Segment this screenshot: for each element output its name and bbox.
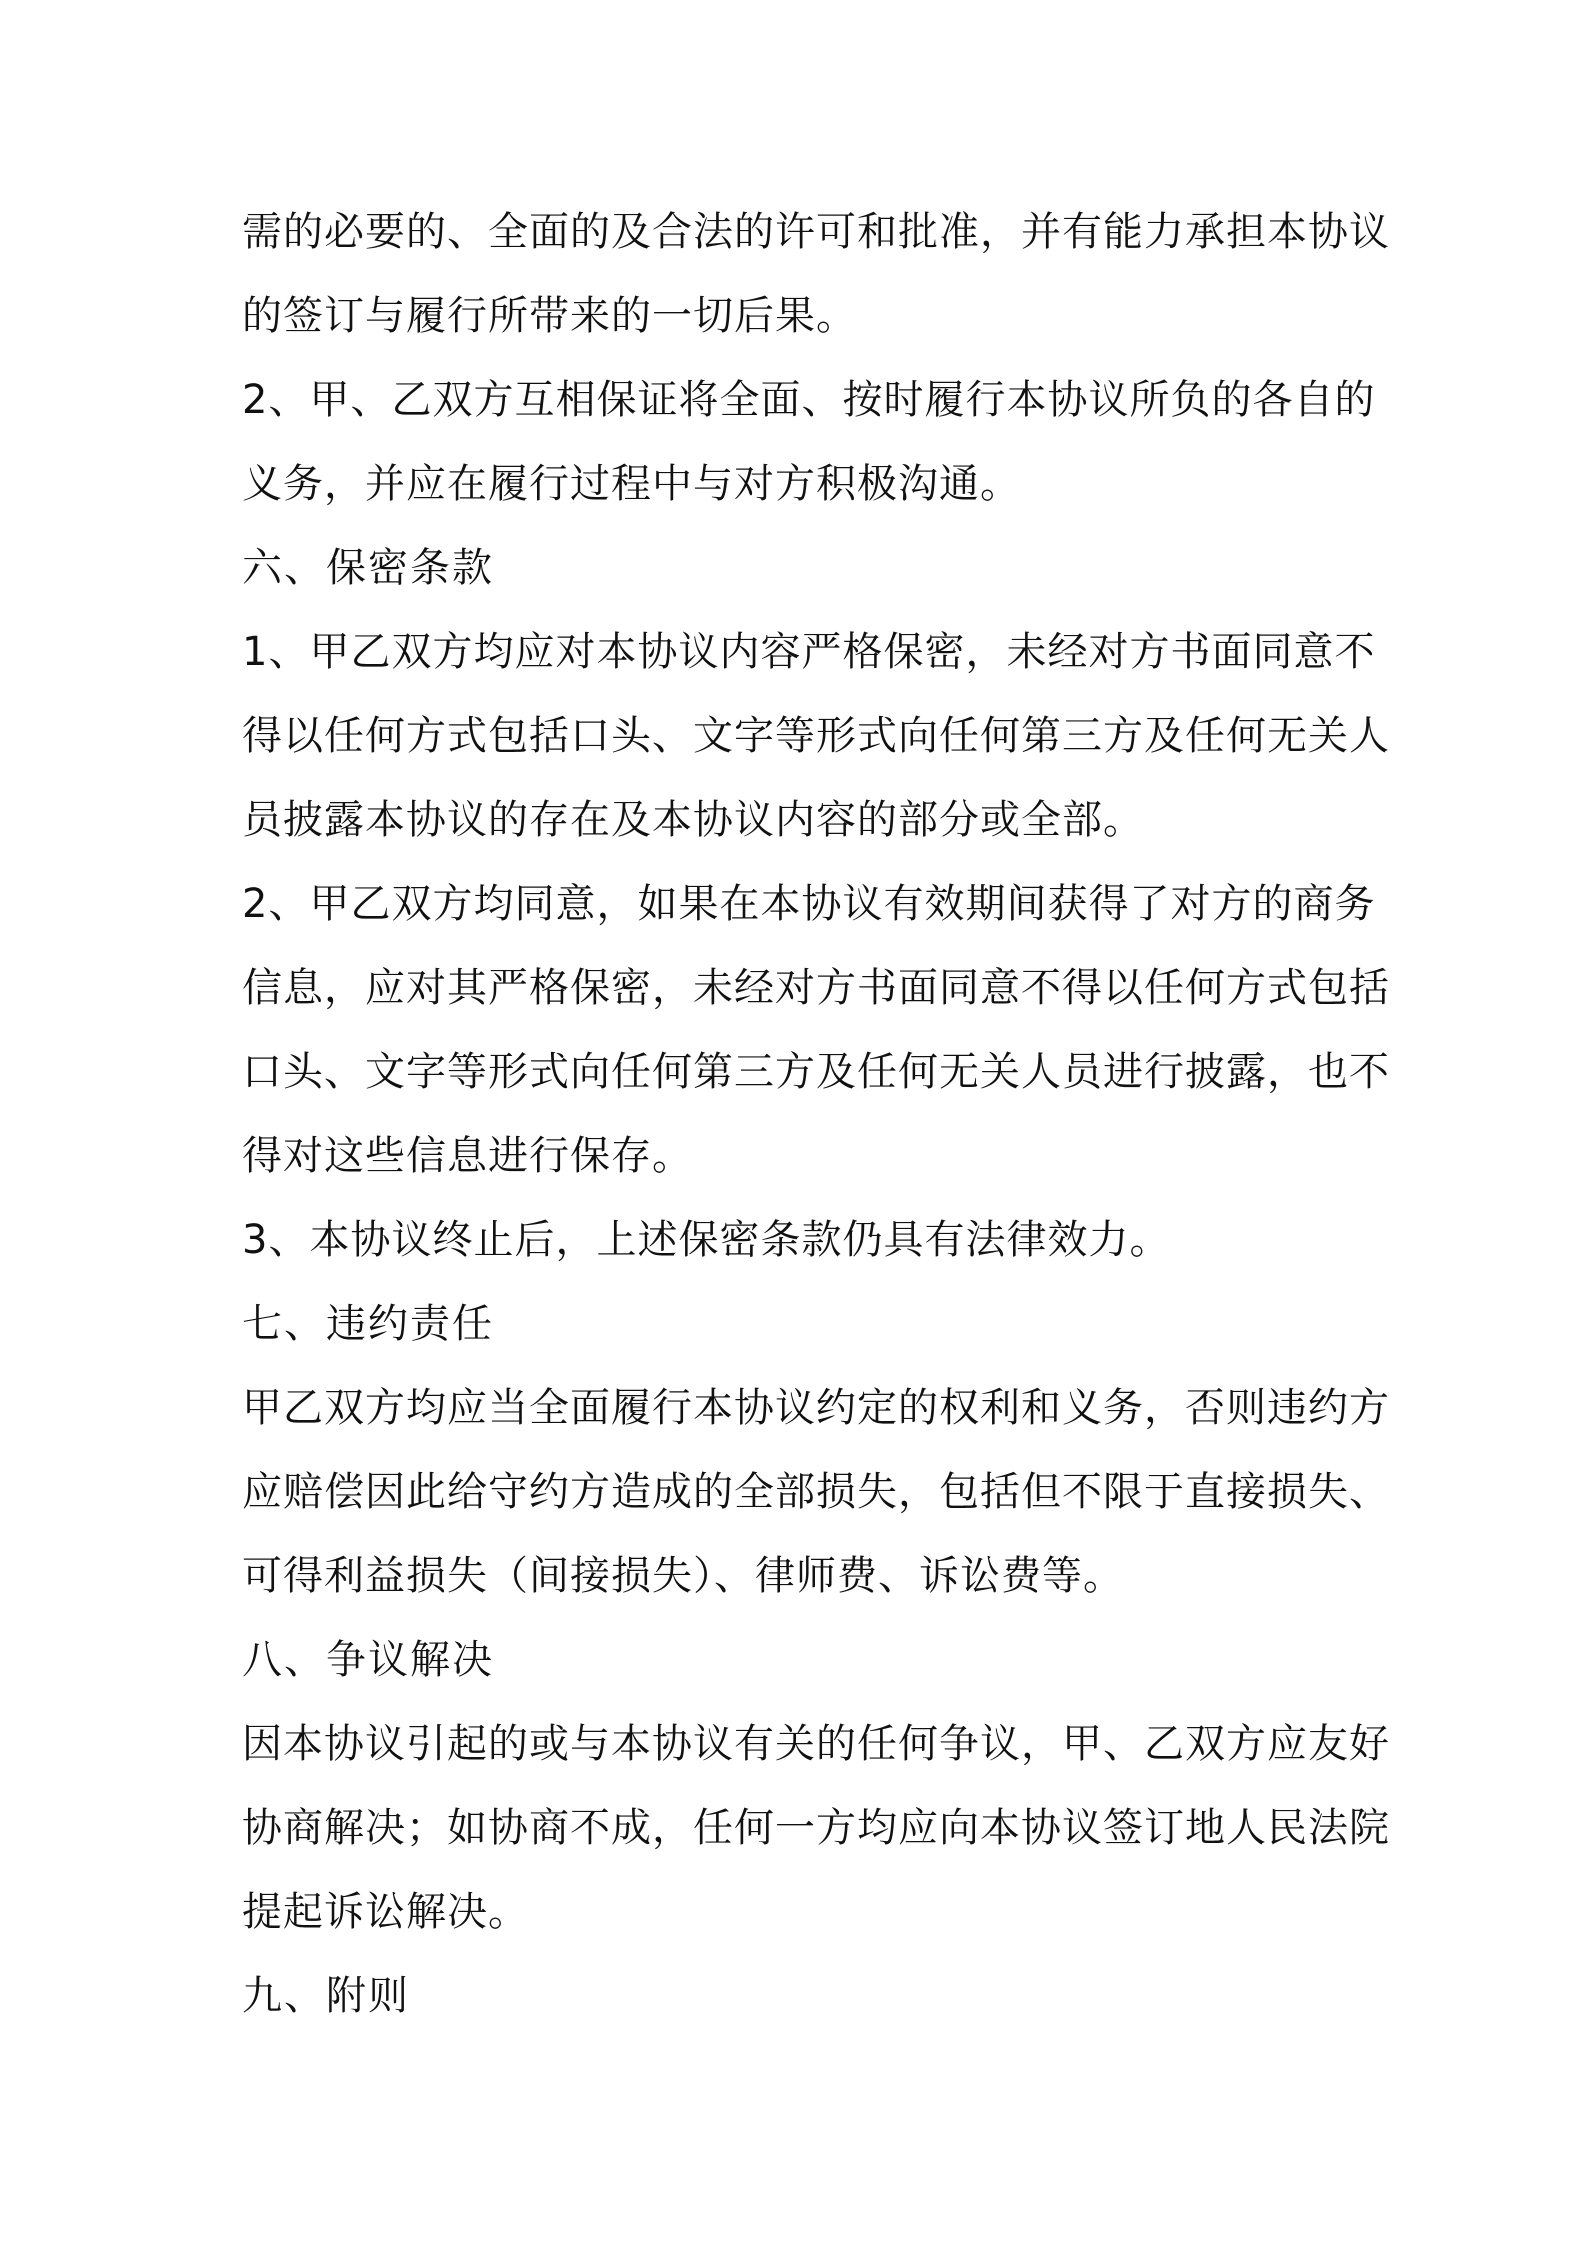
section-heading-confidentiality: 六、保密条款: [242, 545, 494, 591]
paragraph-line: 因本协议引起的或与本协议有关的任何争议，甲、乙双方应友好: [242, 1721, 1390, 1767]
paragraph-line: 提起诉讼解决。: [242, 1889, 529, 1935]
section-heading-supplementary: 九、附则: [242, 1973, 410, 2019]
paragraph-line: 需的必要的、全面的及合法的许可和批准，并有能力承担本协议: [242, 209, 1390, 255]
clause-line: 员披露本协议的存在及本协议内容的部分或全部。: [242, 797, 1144, 843]
clause-line: 2、甲乙双方均同意，如果在本协议有效期间获得了对方的商务: [242, 881, 1376, 927]
clause-line: 1、甲乙双方均应对本协议内容严格保密，未经对方书面同意不: [242, 629, 1376, 675]
clause-line: 得以任何方式包括口头、文字等形式向任何第三方及任何无关人: [242, 713, 1390, 759]
clause-line: 义务，并应在履行过程中与对方积极沟通。: [242, 461, 1021, 507]
clause-line: 得对这些信息进行保存。: [242, 1133, 693, 1179]
paragraph-line: 的签订与履行所带来的一切后果。: [242, 293, 857, 339]
section-heading-dispute: 八、争议解决: [242, 1637, 494, 1683]
document-body: [242, 190, 1390, 2038]
clause-line: 口头、文字等形式向任何第三方及任何无关人员进行披露，也不: [242, 1049, 1390, 1095]
clause-line: 3、本协议终止后，上述保密条款仍具有法律效力。: [242, 1217, 1171, 1263]
paragraph-line: 甲乙双方均应当全面履行本协议约定的权利和义务，否则违约方: [242, 1385, 1390, 1431]
paragraph-line: 应赔偿因此给守约方造成的全部损失，包括但不限于直接损失、: [242, 1469, 1390, 1515]
paragraph-line: 可得利益损失（间接损失）、律师费、诉讼费等。: [242, 1553, 1124, 1599]
clause-line: 信息，应对其严格保密，未经对方书面同意不得以任何方式包括: [242, 965, 1390, 1011]
clause-line: 2、甲、乙双方互相保证将全面、按时履行本协议所负的各自的: [242, 377, 1376, 423]
section-heading-breach: 七、违约责任: [242, 1301, 494, 1347]
paragraph-line: 协商解决；如协商不成，任何一方均应向本协议签订地人民法院: [242, 1805, 1390, 1851]
